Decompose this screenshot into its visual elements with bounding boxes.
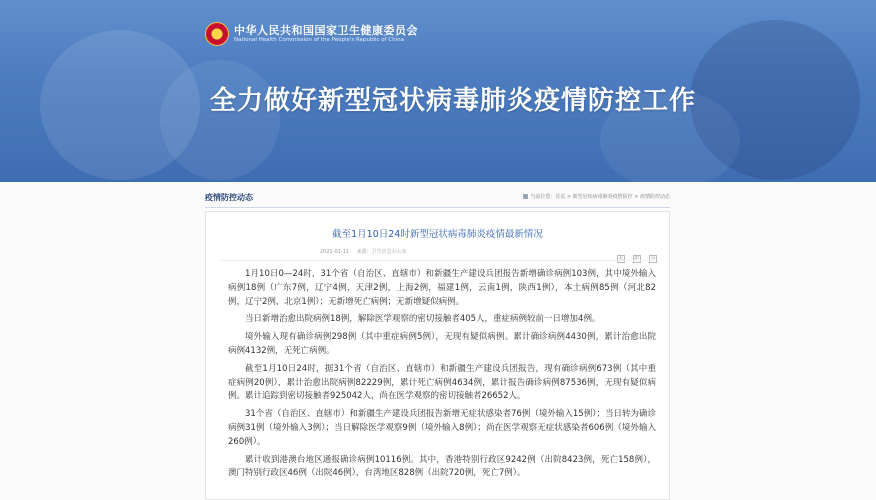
font-small-button[interactable]: 小 [650, 256, 656, 262]
article-card [205, 211, 670, 500]
article-paragraph: 截至1月10日24时，据31个省（自治区、直辖市）和新疆生产建设兵团报告，现有确诊病例673例（其中重症病例20例），累计治愈出院病例82229例，累计死亡病例4634例，累计报告确诊病例87536例，无现有疑似病例。累计追踪到密切接触者925042人，尚在医学观察的密切接触者26652人。 [228, 363, 656, 402]
section-header [205, 188, 670, 208]
article-paragraph: 累计收到港澳台地区通报确诊病例10116例。其中，香港特别行政区9242例（出院8423例，死亡158例），澳门特别行政区46例（出院46例），台湾地区828例（出院720例，死亡7例）。 [228, 454, 656, 479]
org-name-cn[interactable]: 中华人民共和国国家卫生健康委员会 [234, 24, 418, 37]
banner-slogan: 全力做好新型冠状病毒肺炎疫情防控工作 [210, 86, 697, 116]
article-paragraph: 31个省（自治区、直辖市）和新疆生产建设兵团报告新增无症状感染者76例（境外输入15例）；当日转为确诊病例31例（境外输入3例）；当日解除医学观察9例（境外输入8例）；尚在医学观察无症状感染者606例（境外输入260例）。 [228, 409, 656, 447]
article-date: 2021-01-11 [320, 249, 350, 255]
org-name-en: National Health Commission of the People's Republic of China [234, 37, 405, 43]
header-banner [0, 0, 876, 182]
home-icon [523, 194, 528, 199]
article-paragraph: 当日新增治愈出院病例18例，解除医学观察的密切接触者405人，重症病例较前一日增加4例。 [245, 314, 601, 325]
font-size-tools [614, 245, 657, 264]
breadcrumb-text[interactable]: 当前位置：首页 > 新型冠状病毒肺炎疫情防控 > 疫情防控动态 [530, 194, 670, 200]
banner-photo-shade [160, 60, 280, 180]
article-paragraph: 境外输入现有确诊病例298例（其中重症病例5例），无现有疑似病例。累计确诊病例4430例，累计治愈出院病例4132例，无死亡病例。 [228, 332, 656, 356]
article-source: 来源：卫生应急办公室 [356, 249, 407, 255]
article-body [228, 268, 656, 485]
title-divider [220, 260, 655, 261]
article-title: 截至1月10日24时新型冠状病毒肺炎疫情最新情况 [332, 229, 543, 240]
font-large-button[interactable]: 大 [618, 256, 624, 262]
article-meta [320, 248, 413, 255]
font-medium-button[interactable]: 中 [634, 256, 640, 262]
national-emblem-icon[interactable] [205, 22, 229, 46]
section-title[interactable]: 疫情防控动态 [205, 193, 253, 202]
breadcrumb[interactable] [523, 193, 670, 200]
article-paragraph: 1月10日0—24时，31个省（自治区、直辖市）和新疆生产建设兵团报告新增确诊病例103例，其中境外输入病例18例（广东7例，辽宁4例，天津2例，上海2例，福建1例，云南1例，陕西1例），本土病例85例（河北82例，辽宁2例，北京1例）；无新增死亡病例；无新增疑似病例。 [228, 269, 656, 307]
